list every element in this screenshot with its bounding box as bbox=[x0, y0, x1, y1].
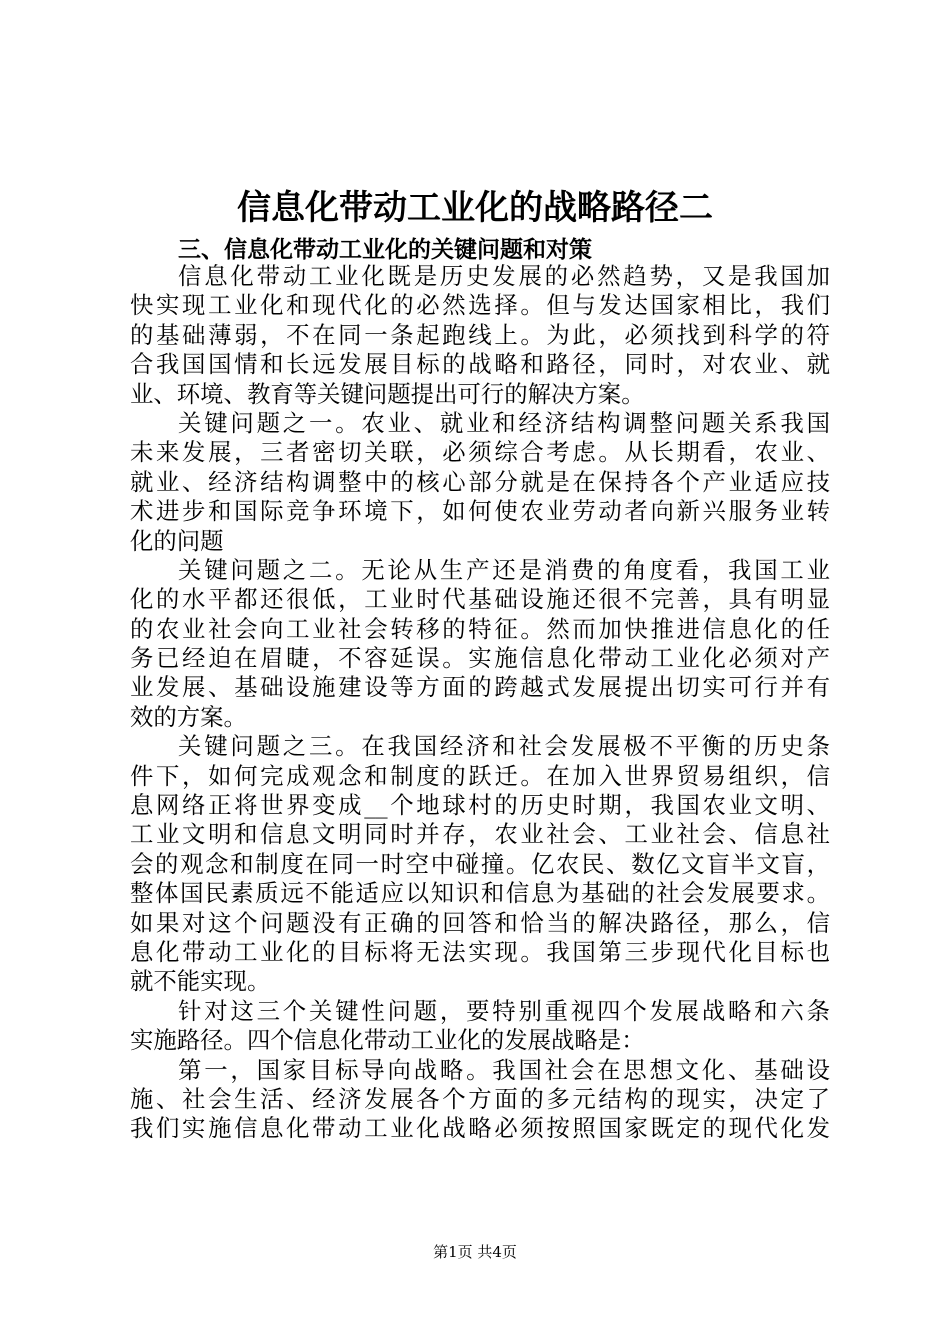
body-text bbox=[130, 262, 830, 1144]
paragraph-line: 施、社会生活、经济发展各个方面的多元结构的现实，决定了 bbox=[130, 1084, 830, 1113]
paragraph-line: 化的水平都还很低，工业时代基础设施还很不完善，具有明显 bbox=[130, 585, 830, 614]
paragraph bbox=[130, 409, 830, 556]
paragraph-line: 的基础薄弱，不在同一条起跑线上。为此，必须找到科学的符 bbox=[130, 320, 830, 349]
paragraph-line: 快实现工业化和现代化的必然选择。但与发达国家相比，我们 bbox=[130, 291, 830, 320]
paragraph-line: 息网络正将世界变成__个地球村的历史时期，我国农业文明、 bbox=[130, 791, 830, 820]
paragraph-line: 未来发展，三者密切关联，必须综合考虑。从长期看，农业、 bbox=[130, 438, 830, 467]
paragraph-line: 务已经迫在眉睫，不容延误。实施信息化带动工业化必须对产 bbox=[130, 644, 830, 673]
paragraph-line: 关键问题之一。农业、就业和经济结构调整问题关系我国 bbox=[178, 408, 830, 437]
paragraph-line: 如果对这个问题没有正确的回答和恰当的解决路径，那么，信 bbox=[130, 908, 830, 937]
paragraph-line: 就业、经济结构调整中的核心部分就是在保持各个产业适应技 bbox=[130, 467, 830, 496]
paragraph-line: 整体国民素质远不能适应以知识和信息为基础的社会发展要求。 bbox=[130, 879, 830, 908]
paragraph-line: 业、环境、教育等关键问题提出可行的解决方案。 bbox=[130, 379, 645, 408]
paragraph-line: 息化带动工业化的目标将无法实现。我国第三步现代化目标也 bbox=[130, 937, 830, 966]
paragraph-line: 件下，如何完成观念和制度的跃迁。在加入世界贸易组织，信 bbox=[130, 761, 830, 790]
paragraph-line: 化的问题 bbox=[130, 526, 224, 555]
paragraph-line: 工业文明和信息文明同时并存，农业社会、工业社会、信息社 bbox=[130, 820, 830, 849]
paragraph-line: 的农业社会向工业社会转移的特征。然而加快推进信息化的任 bbox=[130, 614, 830, 643]
paragraph-line: 业发展、基础设施建设等方面的跨越式发展提出切实可行并有 bbox=[130, 673, 830, 702]
paragraph-line: 效的方案。 bbox=[130, 702, 247, 731]
paragraph-line: 合我国国情和长远发展目标的战略和路径，同时，对农业、就 bbox=[130, 350, 830, 379]
paragraph bbox=[130, 732, 830, 997]
paragraph-line: 信息化带动工业化既是历史发展的必然趋势，又是我国加 bbox=[178, 262, 830, 290]
paragraph bbox=[130, 1056, 830, 1144]
paragraph-line: 术进步和国际竞争环境下，如何使农业劳动者向新兴服务业转 bbox=[130, 497, 830, 526]
section-heading: 三、信息化带动工业化的关键问题和对策 bbox=[178, 237, 592, 263]
paragraph-line: 就不能实现。 bbox=[130, 967, 271, 996]
page-title: 信息化带动工业化的战略路径二 bbox=[237, 188, 713, 228]
paragraph bbox=[130, 997, 830, 1056]
paragraph-line: 关键问题之三。在我国经济和社会发展极不平衡的历史条 bbox=[178, 732, 830, 761]
paragraph-line: 针对这三个关键性问题，要特别重视四个发展战略和六条 bbox=[178, 996, 830, 1025]
paragraph-line: 会的观念和制度在同一时空中碰撞。亿农民、数亿文盲半文盲， bbox=[130, 849, 830, 878]
paragraph-line: 关键问题之二。无论从生产还是消费的角度看，我国工业 bbox=[178, 555, 830, 584]
paragraph bbox=[130, 556, 830, 732]
page-footer: 第1页 共4页 bbox=[433, 1243, 517, 1261]
paragraph bbox=[130, 262, 830, 409]
paragraph-line: 实施路径。四个信息化带动工业化的发展战略是： bbox=[130, 1026, 645, 1055]
paragraph-line: 我们实施信息化带动工业化战略必须按照国家既定的现代化发 bbox=[130, 1114, 830, 1143]
paragraph-line: 第一，国家目标导向战略。我国社会在思想文化、基础设 bbox=[178, 1055, 830, 1084]
